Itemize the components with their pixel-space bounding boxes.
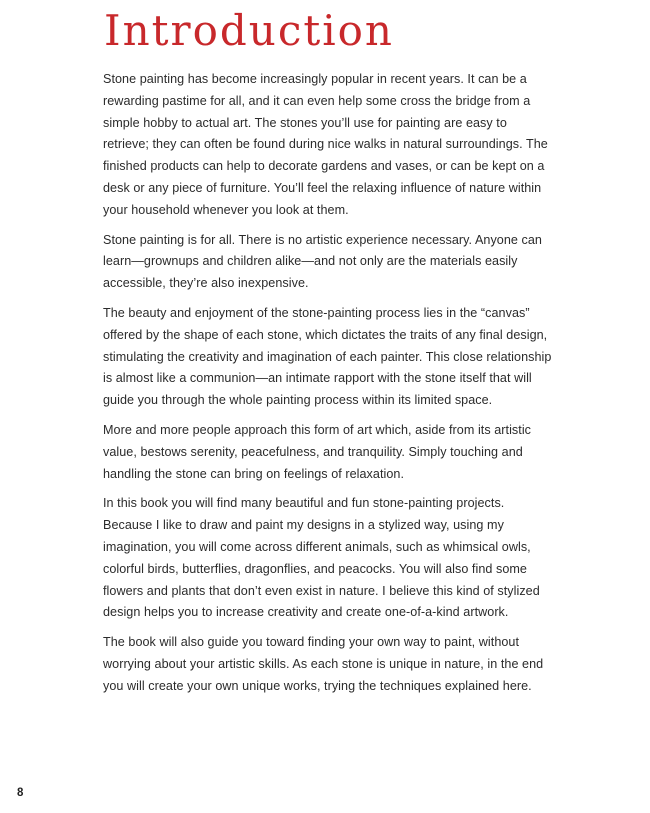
paragraph-4: More and more people approach this form of art which, aside from its artistic value, bestows serenity, peacefulness, and tranquility. Simply touching and handling the stone can bring on feelings of relaxation.	[103, 422, 532, 481]
page-number: 8	[17, 787, 24, 799]
paragraph-6: The book will also guide you toward finding your own way to paint, without worrying about your artistic skills. As each stone is unique in nature, in the end you will create your own unique works, trying the techniques explained here.	[103, 635, 544, 693]
page-title: Introduction	[104, 6, 394, 55]
paragraph-5: In this book you will find many beautiful and fun stone-painting projects. Because I like to draw and paint my designs in a stylized way, using my imagination, you will come across different animals, such as whimsical owls, colorful birds, butterflies, dragonflies, and peacocks. You will also find some flowers and plants that don’t even exist in nature. I believe this kind of stylized design helps you to increase creativity and create one-of-a-kind artwork.	[103, 496, 540, 620]
paragraph-3: The beauty and enjoyment of the stone-painting process lies in the “canvas” offered by the shape of each stone, which dictates the traits of any final design, stimulating the creativity and imagination of each painter. This close relationship is almost like a communion—an intimate rapport with the stone itself that will guide you through the whole painting process within its limited space.	[103, 305, 552, 408]
paragraph-1: Stone painting has become increasingly popular in recent years. It can be a rewarding pastime for all, and it can even help some cross the bridge from a simple hobby to actual art. The stones you’ll use for painting are easy to retrieve; they can often be found during nice walks in natural surroundings. The finished products can help to decorate gardens and vases, or can be kept on a desk or any piece of furniture. You’ll feel the relaxing influence of nature within your household whenever you look at them.	[103, 72, 548, 217]
body-text	[103, 69, 555, 706]
paragraph-2: Stone painting is for all. There is no artistic experience necessary. Anyone can learn—grownups and children alike—and not only are the materials easily accessible, they’re also inexpensive.	[103, 232, 542, 291]
